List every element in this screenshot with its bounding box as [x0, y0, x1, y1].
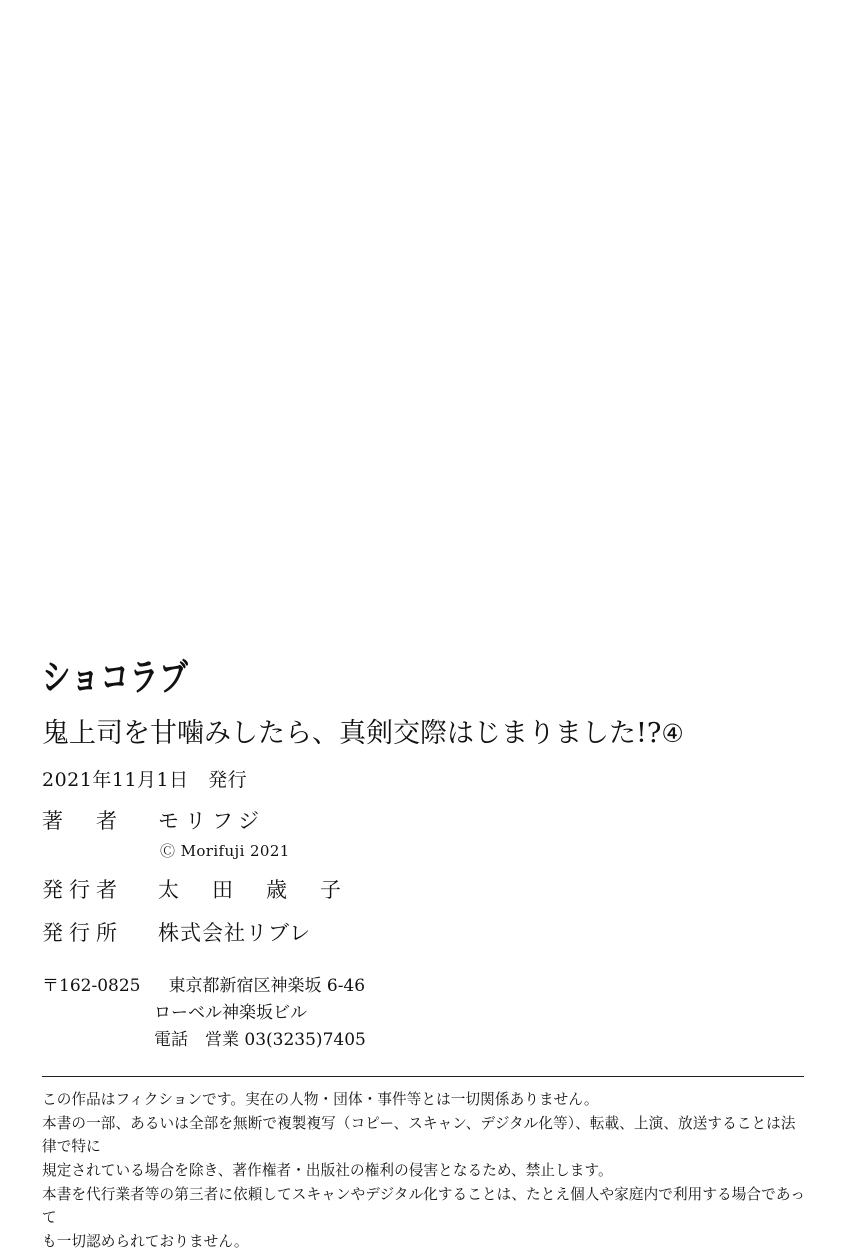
- publication-date: 2021年11月1日 発行: [42, 769, 248, 792]
- series-title-text: 鬼上司を甘噛みしたら、真剣交際はじまりました!?: [42, 718, 662, 749]
- legal-line: も一切認められておりません。: [42, 1232, 249, 1250]
- legal-notice: [42, 1088, 810, 1253]
- credit-row: [42, 917, 804, 947]
- address-street: 東京都新宿区神楽坂 6-46: [168, 976, 366, 997]
- legal-line: この作品はフィクションです。実在の人物・団体・事件等とは一切関係ありません。: [42, 1091, 599, 1108]
- series-title: [42, 718, 804, 749]
- address-phone: 電話 営業 03(3235)7405: [154, 1030, 366, 1051]
- credit-rows: [42, 805, 804, 947]
- legal-line: 本書を代行業者等の第三者に依頼してスキャンやデジタル化することは、たとえ個人や家庭内で利用する場合であって: [42, 1185, 806, 1227]
- legal-line: 規定されている場合を除き、著作権者・出版社の権利の侵害となるため、禁止します。: [42, 1161, 613, 1179]
- credit-row: [42, 805, 804, 835]
- credit-label-publishing-house: 発行所: [42, 921, 123, 946]
- chocolat-love-imprint-logo: ショコラブ: [42, 656, 189, 700]
- address-line-zip-and-street: [42, 973, 804, 1000]
- credit-label-publisher-person: 発行者: [42, 878, 123, 903]
- credit-value-author: モリフジ: [158, 809, 266, 834]
- copyright-text: Ⓒ Morifuji 2021: [160, 842, 290, 861]
- credit-label-author: 著 者: [42, 809, 123, 834]
- volume-number: ④: [661, 719, 684, 748]
- publisher-address: [42, 973, 804, 1055]
- credit-value-publisher-person: 太 田 歳 子: [158, 878, 347, 903]
- copyright-notice: [160, 840, 804, 861]
- colophon-block: [42, 656, 804, 1055]
- postal-code: 〒162-0825: [42, 976, 141, 997]
- credit-value-publishing-house: 株式会社リブレ: [158, 921, 312, 946]
- credit-row: [42, 874, 804, 904]
- legal-line: 本書の一部、あるいは全部を無断で複製複写（コピー、スキャン、デジタル化等）、転載、上演、放送することは法律で特に: [42, 1114, 796, 1156]
- legal-divider: [42, 1076, 804, 1077]
- address-building: ローベル神楽坂ビル: [154, 1003, 307, 1024]
